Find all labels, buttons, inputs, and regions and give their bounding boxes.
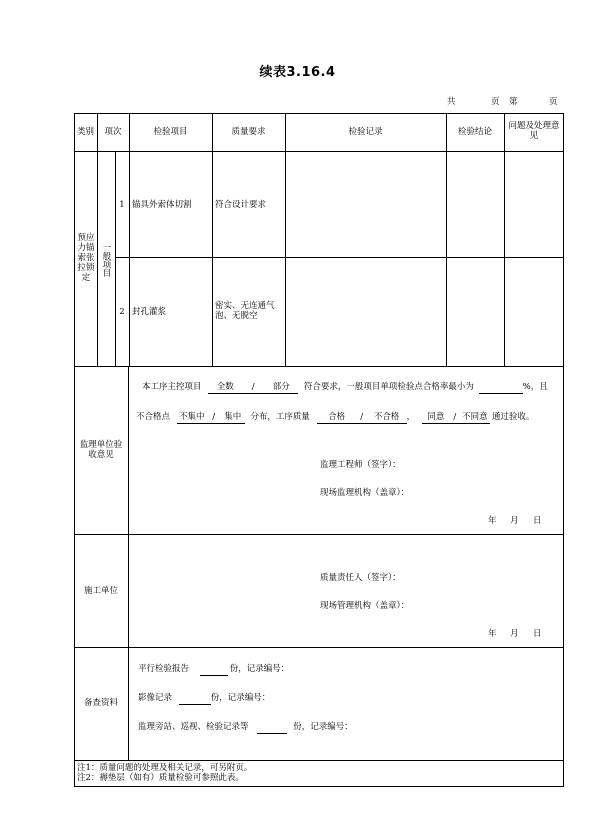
- note-1: 注1：质量问题的处理及相关记录，可另附页。: [77, 763, 253, 773]
- line1-prefix: 本工序主控项目: [142, 382, 202, 392]
- header-item-no: 项次: [104, 127, 122, 137]
- line2-slash: /: [207, 412, 221, 424]
- supervision-date-month: 月: [510, 516, 519, 526]
- option-not-concentrated[interactable]: 不集中: [177, 412, 207, 424]
- records-supervision-count[interactable]: [257, 722, 287, 734]
- option-disagree[interactable]: 不同意: [460, 412, 490, 424]
- records-parallel-prefix: 平行检验报告: [138, 664, 190, 674]
- supervision-institution-seal: 现场监理机构（盖章）：: [320, 488, 410, 498]
- records-supervision-unit: 份，记录编号：: [293, 722, 353, 732]
- option-concentrated[interactable]: 集中: [221, 412, 245, 424]
- header-inspect-record: 检验记录: [348, 127, 383, 137]
- records-supervision-row: [138, 722, 353, 734]
- supervision-line-2: 不合格点 不集中 / 集中 分布，工序质量 合格 / 不合格 ， 同意 / 不同意 通过验收。: [136, 412, 535, 422]
- page-unit-label: 页: [491, 97, 500, 107]
- header-inspect-item: 检验项目: [153, 127, 188, 137]
- records-image-count[interactable]: [179, 693, 211, 705]
- row-1-no: 1: [119, 200, 125, 210]
- supervision-date-year: 年: [488, 516, 497, 526]
- page-unit2-label: 页: [549, 97, 558, 107]
- records-parallel-row: [138, 664, 289, 676]
- header-inspect-conclusion: 检验结论: [457, 127, 492, 137]
- records-parallel-count[interactable]: [200, 664, 228, 676]
- row-2-item: 封孔灌浆: [132, 307, 167, 317]
- records-image-prefix: 影像记录: [138, 693, 173, 703]
- group-label: 一般项目: [101, 243, 111, 277]
- construction-label: 施工单位: [83, 586, 118, 596]
- line1-slash: /: [242, 382, 264, 394]
- construction-date-day: 日: [533, 629, 542, 639]
- row-1-requirement: 符合设计要求: [215, 200, 267, 210]
- line1-middle: 符合要求，一般项目单项检验点合格率最小为: [303, 382, 474, 392]
- option-part[interactable]: 部分: [264, 382, 298, 394]
- option-pass[interactable]: 合格: [317, 412, 357, 424]
- supervision-label: 监理单位验收意见: [79, 440, 123, 460]
- line2-prefix: 不合格点: [136, 412, 171, 422]
- row-1-item: 锚具外索体切割: [132, 200, 192, 210]
- line2-suffix: 通过验收。: [491, 412, 535, 422]
- supervision-engineer-sign: 监理工程师（签字）：: [320, 460, 401, 470]
- records-image-row: [138, 693, 270, 705]
- supervision-line-1: [142, 382, 548, 394]
- note-2: 注2：褥垫层（如有）质量检验可参照此表。: [77, 773, 244, 783]
- line1-percent-suffix: %，且: [522, 382, 548, 392]
- line2-comma: ，: [406, 412, 416, 422]
- header-quality-req: 质量要求: [231, 127, 266, 137]
- line2-mid: 分布，工序质量: [250, 412, 310, 422]
- option-all[interactable]: 全数: [208, 382, 242, 394]
- page-total-label: 共: [447, 97, 456, 107]
- page-title: 续表3.16.4: [259, 65, 336, 80]
- row-2-requirement: 密实、无连通气泡、无脱空: [215, 301, 275, 321]
- option-fail[interactable]: 不合格: [367, 412, 407, 424]
- header-issues: 问题及处理意见: [508, 121, 560, 141]
- records-label: 备查资料: [83, 698, 118, 708]
- records-supervision-prefix: 监理旁站、巡视、检验记录等: [138, 722, 249, 732]
- construction-management-seal: 现场管理机构（盖章）：: [320, 601, 410, 611]
- construction-responsible-sign: 质量责任人（签字）：: [320, 573, 401, 583]
- supervision-date-day: 日: [533, 516, 542, 526]
- records-image-unit: 份，记录编号：: [210, 693, 271, 703]
- min-pass-rate-field[interactable]: [479, 382, 523, 394]
- page-nth-label: 第: [509, 97, 518, 107]
- option-agree[interactable]: 同意: [422, 412, 450, 424]
- construction-date-month: 月: [510, 629, 519, 639]
- construction-date-year: 年: [488, 629, 497, 639]
- records-parallel-unit: 份，记录编号：: [229, 664, 290, 674]
- row-2-no: 2: [119, 307, 125, 317]
- category-label: 预应力锚索张拉锁定: [77, 233, 95, 283]
- header-category: 类别: [76, 127, 94, 137]
